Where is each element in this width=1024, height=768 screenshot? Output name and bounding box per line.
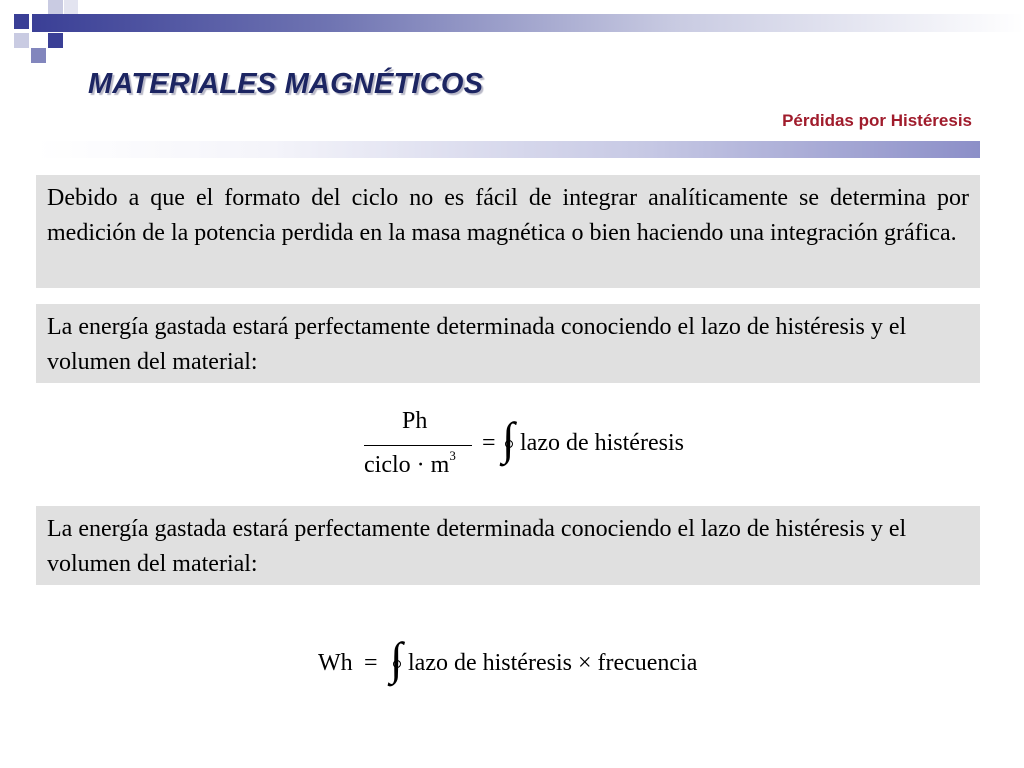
fraction-bar <box>364 445 472 446</box>
contour-integral-icon: ∫ <box>502 413 515 464</box>
paragraph-box-2: La energía gastada estará perfectamente determinada conociendo el lazo de histéresis y el volumen del material: <box>36 304 980 383</box>
section-subtitle: Pérdidas por Histéresis <box>782 111 972 130</box>
contour-integral-icon: ∫ <box>390 633 403 684</box>
header-gradient-bar <box>32 14 1024 32</box>
formula2-rhs: lazo de histéresis × frecuencia <box>408 650 698 676</box>
formula-energy-per-cycle <box>360 408 720 488</box>
contour-loop-icon <box>393 660 401 668</box>
formula1-rhs: lazo de histéresis <box>520 430 684 456</box>
formula-hysteresis-power <box>318 633 748 696</box>
formula2-lhs: Wh <box>318 650 353 676</box>
subtitle-gradient-bar <box>36 141 980 158</box>
contour-loop-icon <box>505 440 513 448</box>
formula2-equals: = <box>364 650 378 676</box>
formula1-denominator: ciclo · $m^3$ <box>364 448 456 478</box>
formula1-equals: = <box>482 430 496 456</box>
page-title: MATERIALES MAGNÉTICOS <box>88 68 484 100</box>
paragraph-box-1: Debido a que el formato del ciclo no es fácil de integrar analíticamente se determina por medición de la potencia perdida en la masa magnética o bien haciendo una integración gráfica. <box>36 175 980 288</box>
paragraph-box-3: La energía gastada estará perfectamente determinada conociendo el lazo de histéresis y el volumen del material: <box>36 506 980 585</box>
formula1-numerator: Ph <box>402 408 428 434</box>
